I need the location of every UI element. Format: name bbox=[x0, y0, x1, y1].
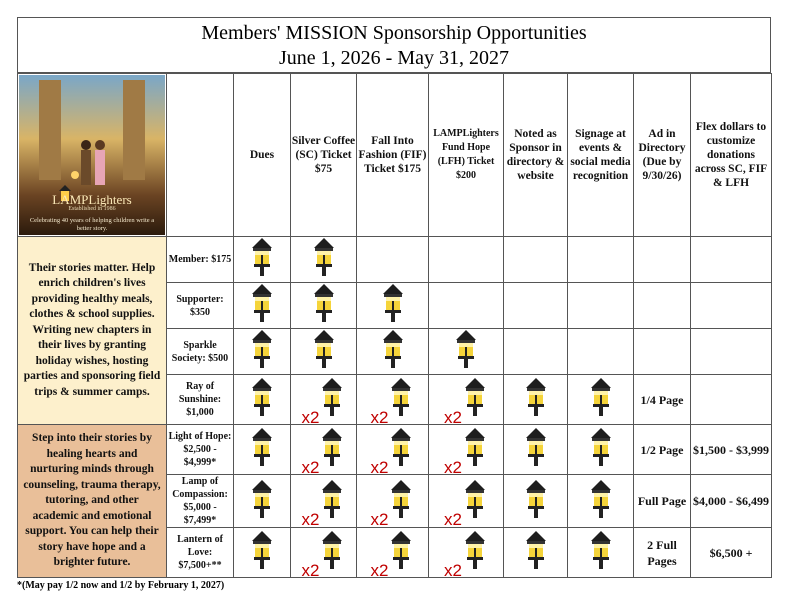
sponsorship-sheet bbox=[17, 17, 771, 591]
multiplier-label: x2 bbox=[370, 509, 389, 529]
logo-text: LAMPLighters bbox=[52, 192, 132, 207]
empty-cell bbox=[691, 375, 772, 425]
lamp-icon bbox=[568, 475, 634, 528]
empty-cell bbox=[634, 283, 691, 329]
multiplier-label: x2 bbox=[301, 509, 320, 529]
empty-cell bbox=[429, 283, 504, 329]
lamp-icon bbox=[462, 479, 488, 524]
lamplighters-illustration bbox=[18, 74, 167, 237]
lamp-icon bbox=[357, 283, 429, 329]
multiplier-label: x2 bbox=[444, 509, 462, 529]
title-line-1: Members' MISSION Sponsorship Opportunities bbox=[201, 22, 587, 44]
empty-cell bbox=[429, 237, 504, 283]
column-header: Signage at events & social media recognition bbox=[568, 74, 634, 237]
lamp-icon bbox=[388, 427, 414, 472]
empty-cell bbox=[504, 237, 568, 283]
lamp-icon bbox=[234, 528, 291, 578]
logo-caption: Celebrating 40 years of helping children write a better story. bbox=[29, 217, 155, 232]
lamp-x2-cell bbox=[429, 475, 504, 528]
lamp-icon bbox=[234, 475, 291, 528]
multiplier-label: x2 bbox=[444, 458, 462, 477]
tier-row bbox=[18, 237, 772, 283]
lamp-icon bbox=[462, 427, 488, 472]
lamp-icon bbox=[568, 375, 634, 425]
benefit-value: Full Page bbox=[634, 475, 691, 528]
lamp-x2-cell bbox=[291, 375, 357, 425]
mission-description: Their stories matter. Help enrich children's lives providing healthy meals, clothes & school supplies. Writing new chapters in their lives by granting holiday wishes, hosting parties and sponsoring field trips & summer camps. bbox=[18, 237, 167, 425]
empty-cell bbox=[357, 237, 429, 283]
lamp-x2-cell bbox=[291, 475, 357, 528]
lamp-icon bbox=[234, 329, 291, 375]
lamp-icon bbox=[234, 237, 291, 283]
lamp-icon bbox=[234, 425, 291, 475]
lamp-icon bbox=[291, 283, 357, 329]
lamp-x2-cell bbox=[357, 528, 429, 578]
empty-cell bbox=[634, 237, 691, 283]
multiplier-label: x2 bbox=[301, 561, 320, 580]
sponsorship-table bbox=[17, 73, 772, 578]
lamp-x2-cell bbox=[357, 375, 429, 425]
multiplier-label: x2 bbox=[301, 458, 320, 477]
multiplier-label: x2 bbox=[370, 458, 389, 477]
column-header: Ad in Directory (Due by 9/30/26) bbox=[634, 74, 691, 237]
tier-label: Light of Hope: $2,500 - $4,999* bbox=[167, 425, 234, 475]
lamp-icon bbox=[388, 530, 414, 575]
title-line-2: June 1, 2026 - May 31, 2027 bbox=[279, 47, 509, 69]
lamp-icon bbox=[568, 425, 634, 475]
lamp-icon bbox=[429, 329, 504, 375]
lamp-icon bbox=[357, 329, 429, 375]
column-header: LAMPLighters Fund Hope (LFH) Ticket $200 bbox=[429, 74, 504, 237]
column-header: Flex dollars to customize donations across SC, FIF & LFH bbox=[691, 74, 772, 237]
lamp-x2-cell bbox=[357, 475, 429, 528]
tier-label: Lamp of Compassion: $5,000 - $7,499* bbox=[167, 475, 234, 528]
multiplier-label: x2 bbox=[370, 561, 389, 580]
empty-cell bbox=[691, 283, 772, 329]
column-header: Fall Into Fashion (FIF) Ticket $175 bbox=[357, 74, 429, 237]
column-header: Noted as Sponsor in directory & website bbox=[504, 74, 568, 237]
lamp-icon bbox=[504, 528, 568, 578]
empty-cell bbox=[568, 283, 634, 329]
benefit-value: $6,500 + bbox=[691, 528, 772, 578]
lamp-icon bbox=[319, 377, 345, 422]
lamp-x2-cell bbox=[429, 375, 504, 425]
lamp-icon bbox=[291, 237, 357, 283]
lamp-icon bbox=[388, 377, 414, 422]
lamp-icon bbox=[319, 530, 345, 575]
benefit-value: 1/4 Page bbox=[634, 375, 691, 425]
multiplier-label: x2 bbox=[444, 561, 462, 580]
empty-cell bbox=[691, 237, 772, 283]
page-title bbox=[17, 17, 771, 73]
tier-label: Supporter: $350 bbox=[167, 283, 234, 329]
benefit-value: 1/2 Page bbox=[634, 425, 691, 475]
lamp-icon bbox=[568, 528, 634, 578]
empty-cell bbox=[504, 329, 568, 375]
logo-established: Established in 1986 bbox=[68, 206, 116, 212]
benefit-value: 2 Full Pages bbox=[634, 528, 691, 578]
empty-cell bbox=[634, 329, 691, 375]
lamp-icon bbox=[504, 475, 568, 528]
benefit-value: $4,000 - $6,499 bbox=[691, 475, 772, 528]
lamp-x2-cell bbox=[357, 425, 429, 475]
lamp-x2-cell bbox=[291, 528, 357, 578]
multiplier-label: x2 bbox=[301, 408, 320, 427]
tier-label: Sparkle Society: $500 bbox=[167, 329, 234, 375]
lamp-icon bbox=[234, 283, 291, 329]
lamp-icon bbox=[319, 427, 345, 472]
empty-cell bbox=[691, 329, 772, 375]
empty-cell bbox=[504, 283, 568, 329]
column-header: Dues bbox=[234, 74, 291, 237]
tier-label: Lantern of Love: $7,500+** bbox=[167, 528, 234, 578]
mission-description: Step into their stories by healing hearts and nurturing minds through counseling, trauma therapy, tutoring, and other academic and emotional support. You can help their story have hope and a brighter future. bbox=[18, 425, 167, 578]
lamp-icon bbox=[291, 329, 357, 375]
multiplier-label: x2 bbox=[444, 408, 462, 427]
empty-cell bbox=[568, 329, 634, 375]
lamp-x2-cell bbox=[291, 425, 357, 475]
lamp-icon bbox=[388, 479, 414, 524]
lamp-icon bbox=[504, 425, 568, 475]
empty-cell bbox=[568, 237, 634, 283]
tier-row bbox=[18, 425, 772, 475]
lamp-icon bbox=[462, 530, 488, 575]
lamp-x2-cell bbox=[429, 528, 504, 578]
footnote: *(May pay 1/2 now and 1/2 by February 1, 2027) bbox=[17, 580, 225, 591]
column-header: Silver Coffee (SC) Ticket $75 bbox=[291, 74, 357, 237]
lamp-icon bbox=[462, 377, 488, 422]
lamp-icon bbox=[234, 375, 291, 425]
multiplier-label: x2 bbox=[370, 408, 389, 427]
lamp-icon bbox=[319, 479, 345, 524]
lamp-icon bbox=[504, 375, 568, 425]
benefit-value: $1,500 - $3,999 bbox=[691, 425, 772, 475]
lamp-x2-cell bbox=[429, 425, 504, 475]
tier-label: Member: $175 bbox=[167, 237, 234, 283]
tier-header bbox=[167, 74, 234, 237]
tier-label: Ray of Sunshine: $1,000 bbox=[167, 375, 234, 425]
